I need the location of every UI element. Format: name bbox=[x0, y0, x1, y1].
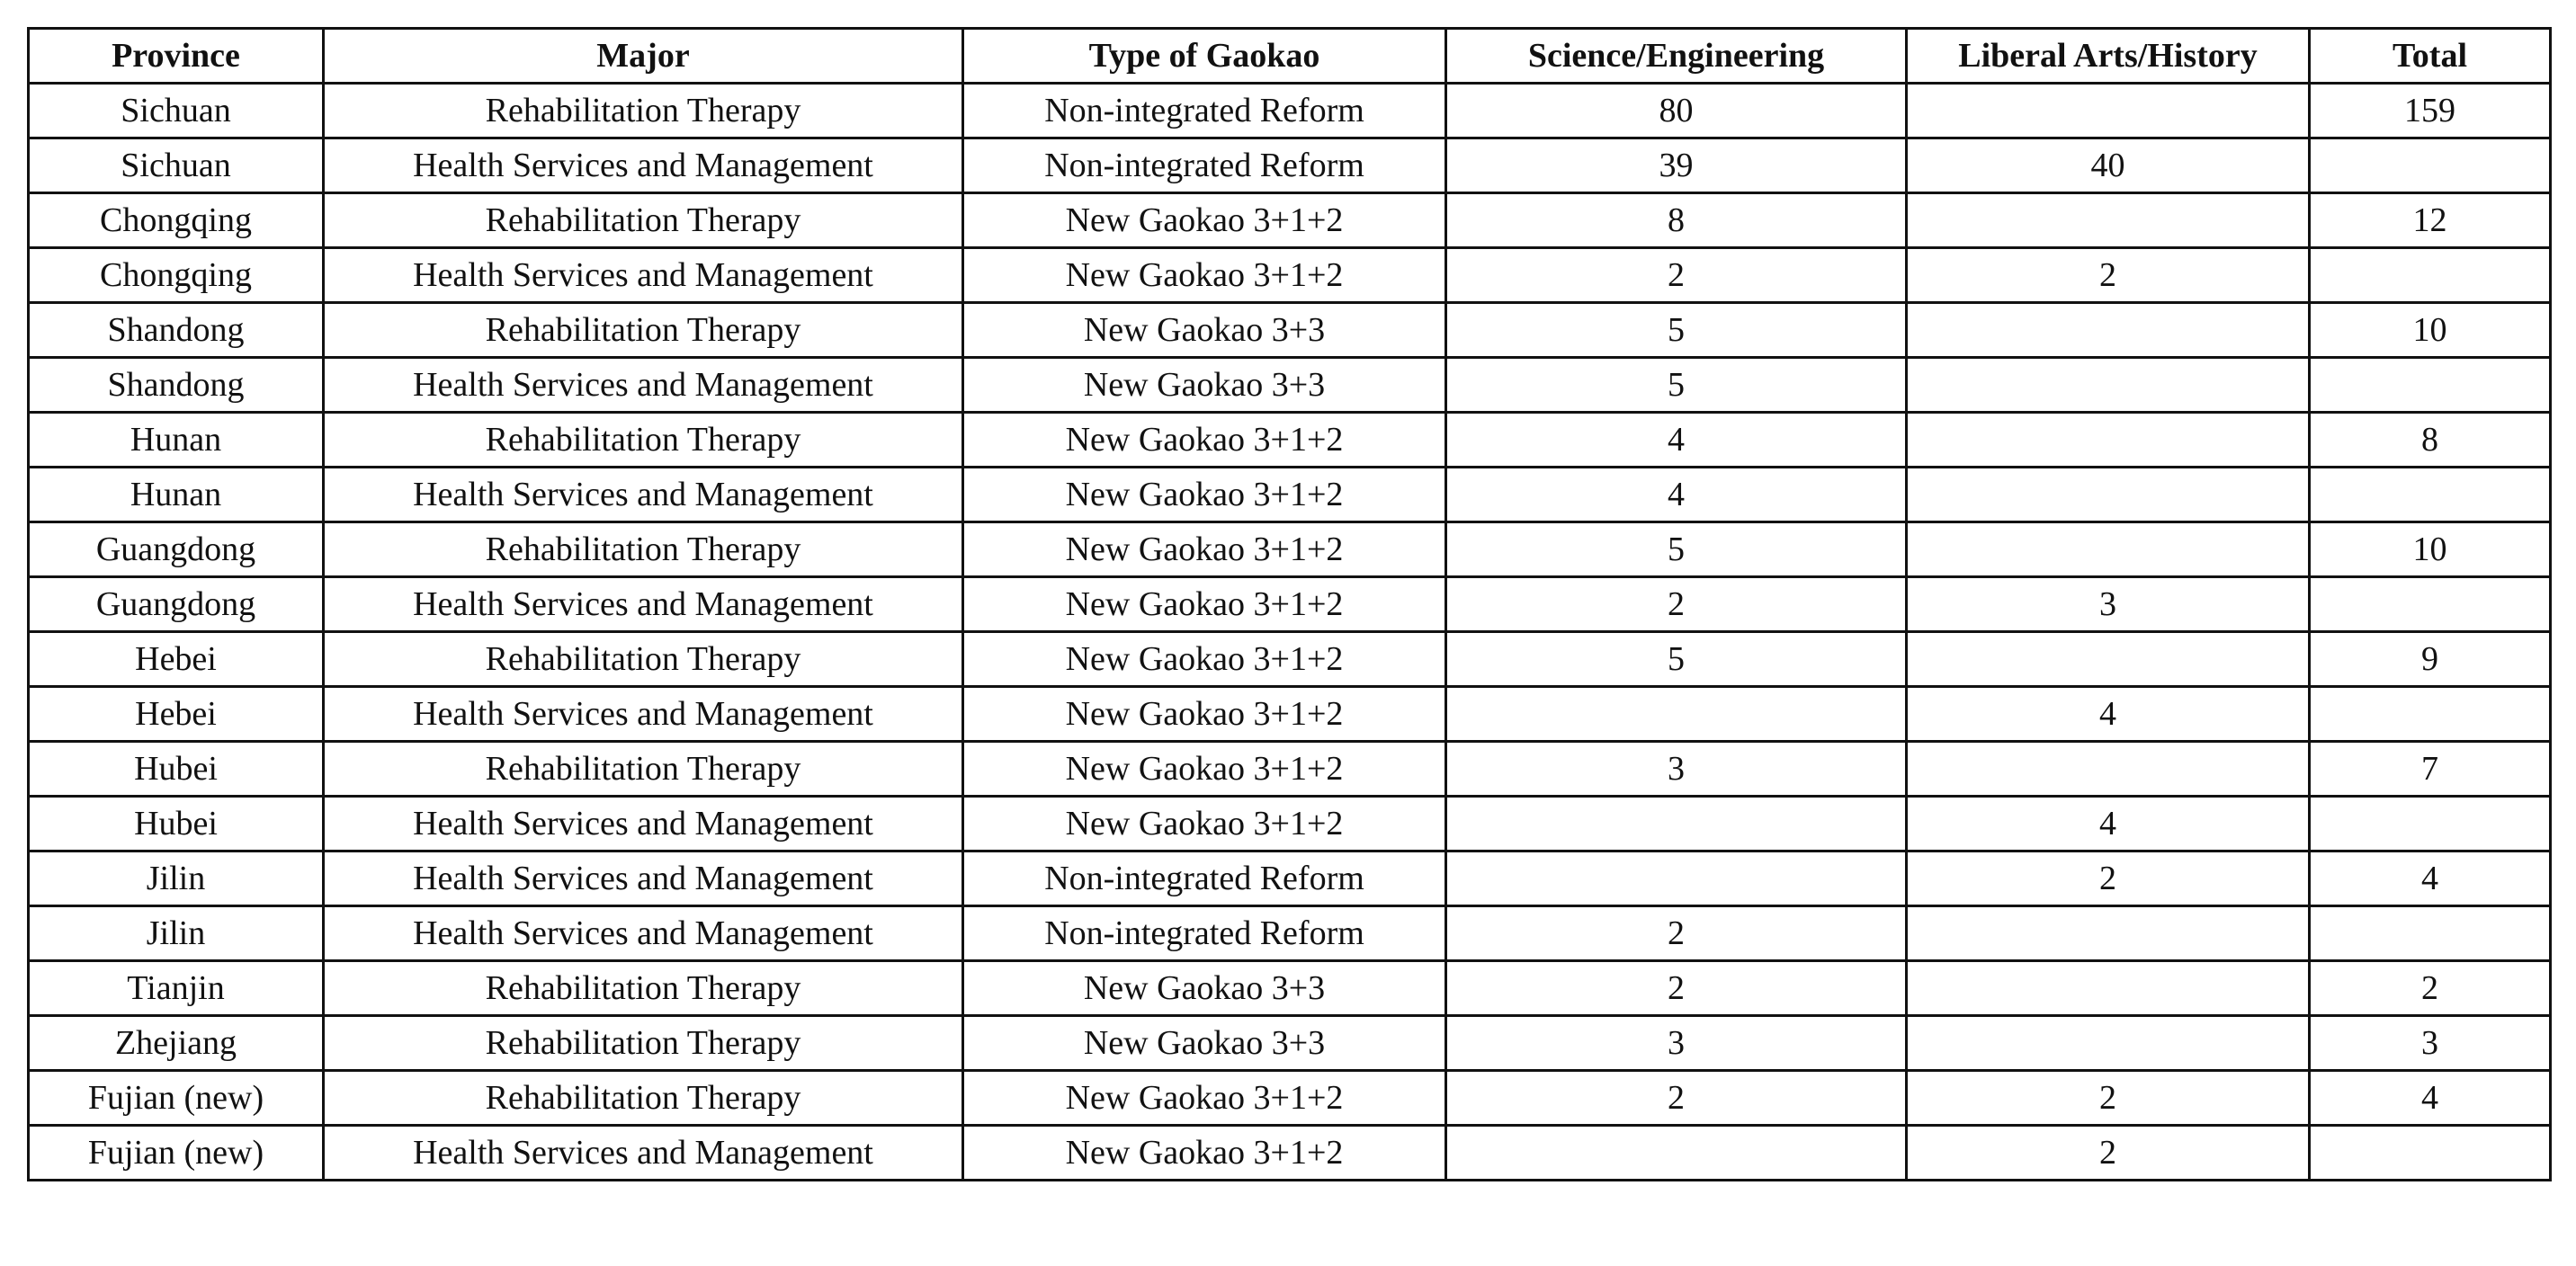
cell-gaokao-type: New Gaokao 3+1+2 bbox=[963, 522, 1446, 577]
cell-liberal-arts-history bbox=[1907, 906, 2310, 961]
cell-total: 4 bbox=[2310, 1071, 2551, 1126]
cell-total bbox=[2310, 797, 2551, 851]
cell-total: 2 bbox=[2310, 961, 2551, 1016]
cell-major: Rehabilitation Therapy bbox=[324, 742, 963, 797]
cell-major: Rehabilitation Therapy bbox=[324, 1071, 963, 1126]
cell-science-engineering bbox=[1446, 797, 1907, 851]
cell-total bbox=[2310, 248, 2551, 303]
cell-major: Health Services and Management bbox=[324, 1126, 963, 1181]
cell-gaokao-type: New Gaokao 3+3 bbox=[963, 358, 1446, 413]
cell-liberal-arts-history bbox=[1907, 193, 2310, 248]
cell-province: Chongqing bbox=[29, 193, 324, 248]
cell-science-engineering: 8 bbox=[1446, 193, 1907, 248]
cell-major: Health Services and Management bbox=[324, 468, 963, 522]
cell-gaokao-type: Non-integrated Reform bbox=[963, 906, 1446, 961]
cell-province: Hunan bbox=[29, 413, 324, 468]
cell-total: 8 bbox=[2310, 413, 2551, 468]
table-row bbox=[29, 413, 2551, 468]
cell-province: Shandong bbox=[29, 358, 324, 413]
cell-gaokao-type: New Gaokao 3+1+2 bbox=[963, 413, 1446, 468]
table-row bbox=[29, 1071, 2551, 1126]
cell-major: Rehabilitation Therapy bbox=[324, 303, 963, 358]
cell-liberal-arts-history: 4 bbox=[1907, 687, 2310, 742]
cell-gaokao-type: New Gaokao 3+1+2 bbox=[963, 1126, 1446, 1181]
cell-province: Hebei bbox=[29, 632, 324, 687]
cell-science-engineering: 2 bbox=[1446, 248, 1907, 303]
cell-province: Zhejiang bbox=[29, 1016, 324, 1071]
cell-science-engineering: 2 bbox=[1446, 906, 1907, 961]
cell-science-engineering: 5 bbox=[1446, 303, 1907, 358]
table-row bbox=[29, 193, 2551, 248]
table-body bbox=[29, 84, 2551, 1181]
cell-province: Fujian (new) bbox=[29, 1071, 324, 1126]
cell-science-engineering: 80 bbox=[1446, 84, 1907, 138]
cell-province: Guangdong bbox=[29, 522, 324, 577]
cell-total bbox=[2310, 906, 2551, 961]
cell-science-engineering: 2 bbox=[1446, 1071, 1907, 1126]
cell-liberal-arts-history bbox=[1907, 303, 2310, 358]
cell-major: Rehabilitation Therapy bbox=[324, 522, 963, 577]
header-liberal-arts-history: Liberal Arts/History bbox=[1907, 29, 2310, 84]
enrollment-table-container bbox=[27, 27, 2549, 1181]
cell-liberal-arts-history: 40 bbox=[1907, 138, 2310, 193]
cell-total: 4 bbox=[2310, 851, 2551, 906]
cell-liberal-arts-history bbox=[1907, 961, 2310, 1016]
table-row bbox=[29, 468, 2551, 522]
cell-total bbox=[2310, 358, 2551, 413]
cell-science-engineering: 4 bbox=[1446, 468, 1907, 522]
table-row bbox=[29, 851, 2551, 906]
table-row bbox=[29, 906, 2551, 961]
table-row bbox=[29, 577, 2551, 632]
table-row bbox=[29, 138, 2551, 193]
cell-total bbox=[2310, 138, 2551, 193]
table-row bbox=[29, 522, 2551, 577]
table-row bbox=[29, 248, 2551, 303]
cell-liberal-arts-history bbox=[1907, 468, 2310, 522]
cell-gaokao-type: New Gaokao 3+1+2 bbox=[963, 193, 1446, 248]
cell-science-engineering: 5 bbox=[1446, 522, 1907, 577]
cell-gaokao-type: New Gaokao 3+3 bbox=[963, 303, 1446, 358]
cell-total: 10 bbox=[2310, 303, 2551, 358]
cell-liberal-arts-history bbox=[1907, 84, 2310, 138]
table-row bbox=[29, 1016, 2551, 1071]
cell-science-engineering: 39 bbox=[1446, 138, 1907, 193]
cell-province: Tianjin bbox=[29, 961, 324, 1016]
cell-science-engineering: 5 bbox=[1446, 358, 1907, 413]
cell-major: Rehabilitation Therapy bbox=[324, 632, 963, 687]
cell-major: Health Services and Management bbox=[324, 906, 963, 961]
cell-major: Health Services and Management bbox=[324, 687, 963, 742]
cell-total: 12 bbox=[2310, 193, 2551, 248]
cell-total: 7 bbox=[2310, 742, 2551, 797]
cell-major: Rehabilitation Therapy bbox=[324, 413, 963, 468]
cell-major: Rehabilitation Therapy bbox=[324, 84, 963, 138]
header-province: Province bbox=[29, 29, 324, 84]
cell-science-engineering bbox=[1446, 1126, 1907, 1181]
cell-total: 10 bbox=[2310, 522, 2551, 577]
cell-gaokao-type: New Gaokao 3+1+2 bbox=[963, 1071, 1446, 1126]
cell-province: Shandong bbox=[29, 303, 324, 358]
cell-liberal-arts-history: 2 bbox=[1907, 248, 2310, 303]
cell-province: Sichuan bbox=[29, 138, 324, 193]
cell-province: Hubei bbox=[29, 797, 324, 851]
cell-province: Hebei bbox=[29, 687, 324, 742]
header-science-engineering: Science/Engineering bbox=[1446, 29, 1907, 84]
cell-total bbox=[2310, 468, 2551, 522]
header-row bbox=[29, 29, 2551, 84]
cell-province: Hunan bbox=[29, 468, 324, 522]
table-row bbox=[29, 797, 2551, 851]
cell-gaokao-type: New Gaokao 3+1+2 bbox=[963, 742, 1446, 797]
cell-total: 9 bbox=[2310, 632, 2551, 687]
cell-science-engineering: 3 bbox=[1446, 742, 1907, 797]
table-row bbox=[29, 303, 2551, 358]
cell-science-engineering: 2 bbox=[1446, 577, 1907, 632]
cell-major: Health Services and Management bbox=[324, 358, 963, 413]
cell-gaokao-type: New Gaokao 3+1+2 bbox=[963, 468, 1446, 522]
cell-major: Health Services and Management bbox=[324, 797, 963, 851]
cell-major: Rehabilitation Therapy bbox=[324, 961, 963, 1016]
cell-science-engineering: 3 bbox=[1446, 1016, 1907, 1071]
cell-liberal-arts-history: 3 bbox=[1907, 577, 2310, 632]
header-total: Total bbox=[2310, 29, 2551, 84]
cell-province: Sichuan bbox=[29, 84, 324, 138]
cell-province: Fujian (new) bbox=[29, 1126, 324, 1181]
cell-gaokao-type: New Gaokao 3+1+2 bbox=[963, 632, 1446, 687]
cell-total: 3 bbox=[2310, 1016, 2551, 1071]
table-header bbox=[29, 29, 2551, 84]
cell-liberal-arts-history: 4 bbox=[1907, 797, 2310, 851]
cell-province: Jilin bbox=[29, 906, 324, 961]
cell-major: Rehabilitation Therapy bbox=[324, 1016, 963, 1071]
cell-science-engineering: 5 bbox=[1446, 632, 1907, 687]
cell-major: Health Services and Management bbox=[324, 248, 963, 303]
enrollment-table bbox=[27, 27, 2552, 1181]
table-row bbox=[29, 84, 2551, 138]
header-gaokao-type: Type of Gaokao bbox=[963, 29, 1446, 84]
cell-liberal-arts-history bbox=[1907, 632, 2310, 687]
cell-gaokao-type: New Gaokao 3+3 bbox=[963, 961, 1446, 1016]
table-row bbox=[29, 1126, 2551, 1181]
cell-total bbox=[2310, 577, 2551, 632]
cell-gaokao-type: New Gaokao 3+1+2 bbox=[963, 687, 1446, 742]
cell-total bbox=[2310, 687, 2551, 742]
cell-liberal-arts-history: 2 bbox=[1907, 851, 2310, 906]
cell-liberal-arts-history bbox=[1907, 413, 2310, 468]
cell-science-engineering bbox=[1446, 851, 1907, 906]
cell-gaokao-type: Non-integrated Reform bbox=[963, 84, 1446, 138]
cell-total bbox=[2310, 1126, 2551, 1181]
cell-liberal-arts-history bbox=[1907, 522, 2310, 577]
cell-total: 159 bbox=[2310, 84, 2551, 138]
cell-liberal-arts-history bbox=[1907, 742, 2310, 797]
cell-science-engineering: 4 bbox=[1446, 413, 1907, 468]
cell-science-engineering bbox=[1446, 687, 1907, 742]
cell-gaokao-type: New Gaokao 3+1+2 bbox=[963, 797, 1446, 851]
cell-gaokao-type: Non-integrated Reform bbox=[963, 851, 1446, 906]
cell-province: Jilin bbox=[29, 851, 324, 906]
table-row bbox=[29, 961, 2551, 1016]
cell-gaokao-type: New Gaokao 3+1+2 bbox=[963, 248, 1446, 303]
table-row bbox=[29, 742, 2551, 797]
header-major: Major bbox=[324, 29, 963, 84]
cell-major: Health Services and Management bbox=[324, 138, 963, 193]
cell-major: Health Services and Management bbox=[324, 851, 963, 906]
table-row bbox=[29, 632, 2551, 687]
cell-liberal-arts-history: 2 bbox=[1907, 1071, 2310, 1126]
cell-science-engineering: 2 bbox=[1446, 961, 1907, 1016]
cell-gaokao-type: Non-integrated Reform bbox=[963, 138, 1446, 193]
table-row bbox=[29, 687, 2551, 742]
cell-province: Chongqing bbox=[29, 248, 324, 303]
cell-province: Hubei bbox=[29, 742, 324, 797]
cell-major: Health Services and Management bbox=[324, 577, 963, 632]
cell-gaokao-type: New Gaokao 3+1+2 bbox=[963, 577, 1446, 632]
cell-liberal-arts-history bbox=[1907, 1016, 2310, 1071]
cell-major: Rehabilitation Therapy bbox=[324, 193, 963, 248]
cell-liberal-arts-history bbox=[1907, 358, 2310, 413]
cell-gaokao-type: New Gaokao 3+3 bbox=[963, 1016, 1446, 1071]
cell-province: Guangdong bbox=[29, 577, 324, 632]
cell-liberal-arts-history: 2 bbox=[1907, 1126, 2310, 1181]
table-row bbox=[29, 358, 2551, 413]
